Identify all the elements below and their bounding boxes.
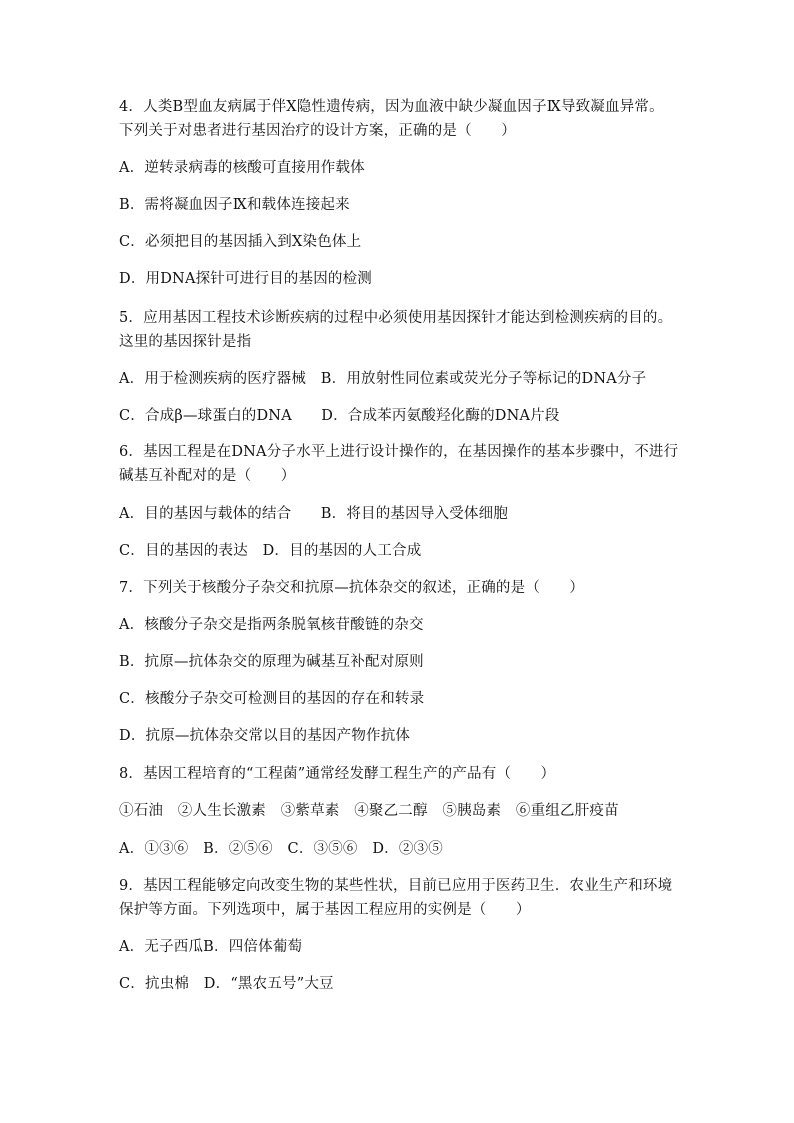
q4-option-a: A．逆转录病毒的核酸可直接用作载体 bbox=[119, 160, 365, 176]
q5-option-cd: C．合成β—球蛋白的DNA D．合成苯丙氨酸羟化酶的DNA片段 bbox=[119, 408, 560, 424]
q7-option-d: D．抗原—抗体杂交常以目的基因产物作抗体 bbox=[119, 728, 411, 744]
q4-stem-line-2: 下列关于对患者进行基因治疗的设计方案，正确的是（ ） bbox=[119, 123, 516, 139]
q8-choices-list: ①石油 ②人生长激素 ③紫草素 ④聚乙二醇 ⑤胰岛素 ⑥重组乙肝疫苗 bbox=[119, 803, 619, 819]
q5-stem-line-2: 这里的基因探针是指 bbox=[119, 334, 252, 350]
q4-option-b: B．需将凝血因子Ⅸ和载体连接起来 bbox=[119, 197, 350, 213]
q7-stem-line-1: 7．下列关于核酸分子杂交和抗原—抗体杂交的叙述，正确的是（ ） bbox=[119, 580, 585, 596]
q6-option-cd: C．目的基因的表达 D．目的基因的人工合成 bbox=[119, 543, 422, 559]
q6-stem-line-1: 6．基因工程是在DNA分子水平上进行设计操作的，在基因操作的基本步骤中，不进行 bbox=[119, 444, 679, 460]
q6-stem-line-2: 碱基互补配对的是（ ） bbox=[119, 468, 296, 484]
q9-option-cd: C．抗虫棉 D．“黑农五号”大豆 bbox=[119, 976, 334, 992]
q9-option-ab: A．无子西瓜B．四倍体葡萄 bbox=[119, 939, 303, 955]
q9-stem-line-2: 保护等方面。下列选项中，属于基因工程应用的实例是（ ） bbox=[119, 902, 531, 918]
q8-options: A．①③⑥ B．②⑤⑥ C．③⑤⑥ D．②③⑤ bbox=[119, 841, 443, 857]
q7-option-c: C．核酸分子杂交可检测目的基因的存在和转录 bbox=[119, 691, 425, 707]
q7-option-a: A．核酸分子杂交是指两条脱氧核苷酸链的杂交 bbox=[119, 617, 424, 633]
q8-stem-line-1: 8．基因工程培育的“工程菌”通常经发酵工程生产的产品有（ ） bbox=[119, 766, 556, 782]
q5-stem-line-1: 5．应用基因工程技术诊断疾病的过程中必须使用基因探针才能达到检测疾病的目的。 bbox=[119, 310, 673, 326]
q7-option-b: B．抗原—抗体杂交的原理为碱基互补配对原则 bbox=[119, 654, 424, 670]
q6-option-ab: A．目的基因与载体的结合 B．将目的基因导入受体细胞 bbox=[119, 506, 509, 522]
q9-stem-line-1: 9．基因工程能够定向改变生物的某些性状，目前已应用于医药卫生．农业生产和环境 bbox=[119, 878, 673, 894]
q4-option-d: D．用DNA探针可进行目的基因的检测 bbox=[119, 271, 373, 287]
q4-option-c: C．必须把目的基因插入到X染色体上 bbox=[119, 234, 362, 250]
q4-stem-line-1: 4．人类B型血友病属于伴X隐性遗传病，因为血液中缺少凝血因子Ⅸ导致凝血异常。 bbox=[119, 99, 664, 115]
q5-option-ab: A．用于检测疾病的医疗器械 B．用放射性同位素或荧光分子等标记的DNA分子 bbox=[119, 371, 647, 387]
